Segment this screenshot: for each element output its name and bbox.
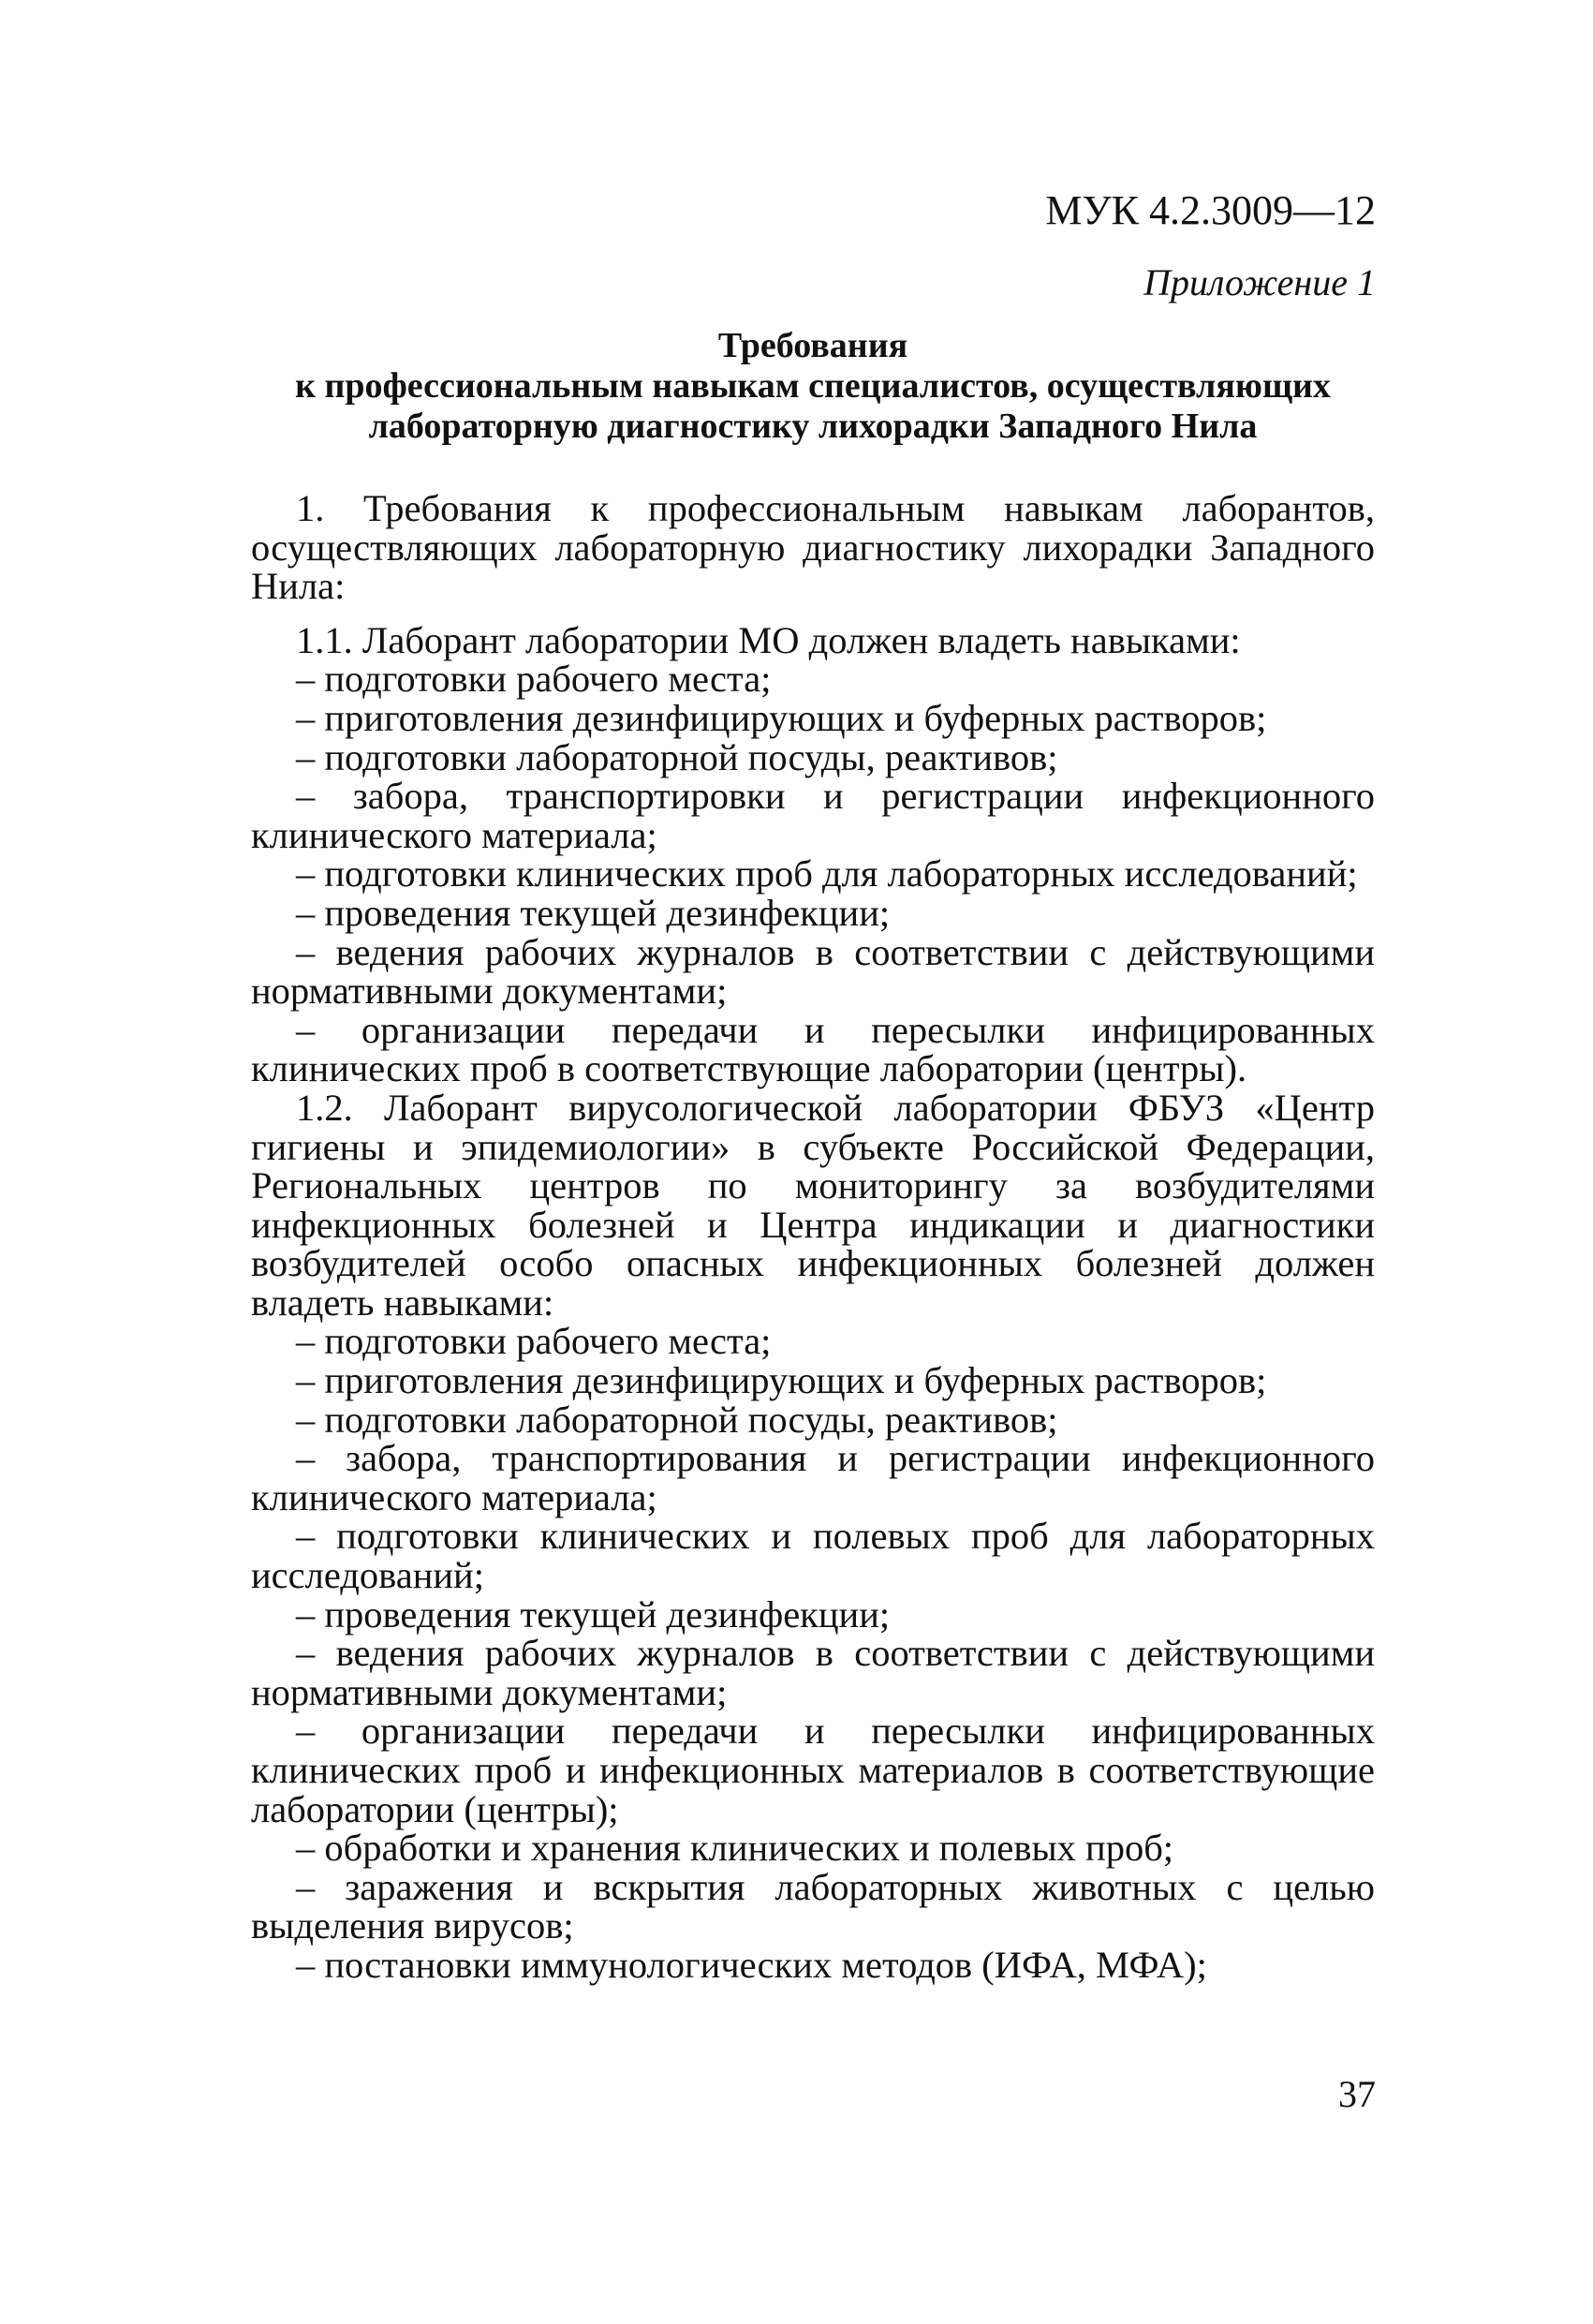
list-item: – организации передачи и пересылки инфицированных клинических проб и инфекционных материалов в соответствующие лаборатории (центры); [251, 1710, 1375, 1830]
paragraph-intro: 1. Требования к профессиональным навыкам лаборантов, осуществляющих лабораторную диагностику лихорадки Западного Нила: [251, 487, 1375, 608]
page-number: 37 [1338, 2073, 1376, 2115]
document-body [251, 489, 1375, 1985]
paragraph-1-2: 1.2. Лаборант вирусологической лаборатории ФБУЗ «Центр гигиены и эпидемиологии» в субъекте Российской Федерации, Региональных центров по мониторингу за возбудителями инфекционных болезней и Центра индикации и диагностики возбудителей особо опасных инфекционных болезней должен владеть навыками: [251, 1086, 1375, 1324]
list-item: – подготовки лабораторной посуды, реактивов; [296, 1398, 1058, 1441]
document-code: МУК 4.2.3009—12 [1045, 187, 1376, 233]
list-item: – подготовки рабочего места; [296, 1320, 772, 1363]
title-line-2: к профессиональным навыкам специалистов, осуществляющих [295, 366, 1331, 406]
list-item: – организации передачи и пересылки инфицированных клинических проб в соответствующие лаборатории (центры). [251, 1008, 1375, 1090]
list-item: – приготовления дезинфицирующих и буферных растворов; [296, 696, 1267, 739]
list-item: – подготовки лабораторной посуды, реактивов; [296, 735, 1058, 778]
list-item: – ведения рабочих журналов в соответствии с действующими нормативными документами; [251, 1632, 1375, 1713]
list-item: – постановки иммунологических методов (ИФА, МФА); [296, 1943, 1207, 1986]
list-item: – подготовки рабочего места; [296, 658, 772, 701]
title-line-3: лабораторную диагностику лихорадки Западного Нила [368, 407, 1258, 446]
section-title [251, 326, 1375, 447]
list-item: – подготовки клинических и полевых проб для лабораторных исследований; [251, 1515, 1375, 1597]
list-item: – обработки и хранения клинических и полевых проб; [296, 1827, 1174, 1870]
list-item: – заражения и вскрытия лабораторных животных с целью выделения вирусов; [251, 1865, 1375, 1947]
appendix-label: Приложение 1 [1143, 261, 1376, 303]
list-item: – проведения текущей дезинфекции; [296, 891, 891, 934]
list-item: – забора, транспортирования и регистрации инфекционного клинического материала; [251, 1437, 1375, 1518]
paragraph-1-1: 1.1. Лаборант лаборатории МО должен владеть навыками: [296, 618, 1241, 661]
list-item: – забора, транспортировки и регистрации инфекционного клинического материала; [251, 775, 1375, 856]
list-item: – проведения текущей дезинфекции; [296, 1592, 891, 1636]
title-line-1: Требования [717, 326, 908, 365]
list-item: – подготовки клинических проб для лабораторных исследований; [296, 852, 1358, 896]
list-item: – приготовления дезинфицирующих и буферных растворов; [296, 1359, 1267, 1402]
list-item: – ведения рабочих журналов в соответствии с действующими нормативными документами; [251, 930, 1375, 1013]
